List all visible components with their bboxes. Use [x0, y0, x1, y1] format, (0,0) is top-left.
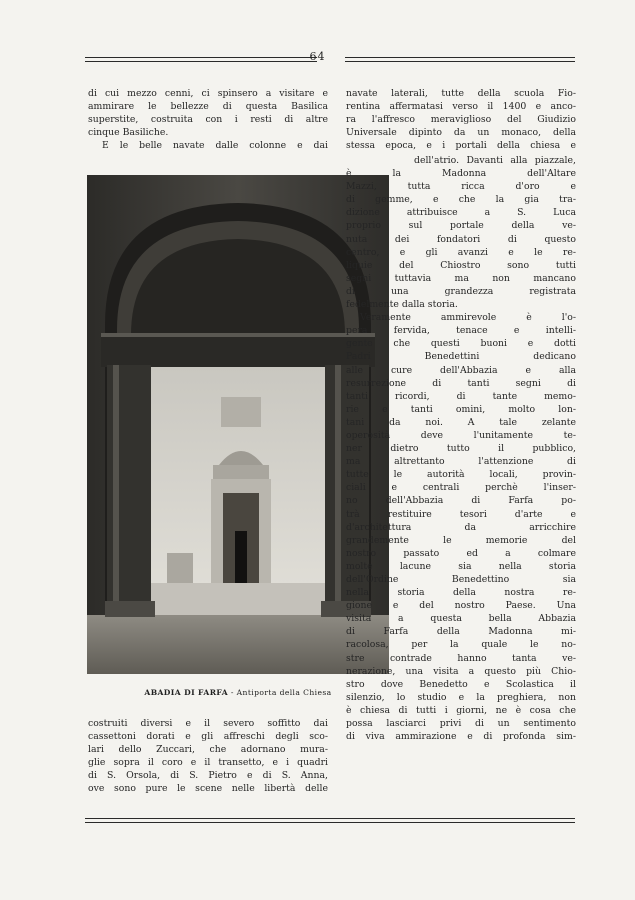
caption-title: ABADIA DI FARFA — [144, 688, 229, 697]
text-line: cassettoni dorati e gli affreschi degli sco- — [88, 731, 328, 743]
text-line: nuta dei fondatori di questo — [346, 233, 576, 245]
text-line: superstite, costruita con i resti di altre — [88, 114, 328, 126]
text-line: visita a questa bella Abbazia — [346, 613, 576, 625]
text-line: ner dietro tutto il pubblico, — [346, 443, 576, 455]
text-line: alle cure dell'Abbazia e alla — [346, 364, 576, 376]
text-line: dell'Ordine Benedettino sia — [346, 574, 576, 585]
text-line: no dell'Abbazia di Farfa po- — [346, 495, 576, 507]
text-line: glie sopra il coro e il transetto, e i quadri — [88, 757, 328, 769]
text-line: rentina affermatasi verso il 1400 e anco- — [346, 101, 576, 113]
text-line: liquie del Chiostro sono tutti — [346, 259, 576, 271]
text-line: costruiti diversi e il severo soffitto dai — [88, 718, 328, 729]
caption-subtitle: - Antiporta della Chiesa — [228, 688, 332, 697]
text-line: molte lacune sia nella storia — [346, 560, 576, 572]
text-line: grandemente le memorie del — [346, 534, 576, 546]
text-line: dell'atrio. Davanti alla piazzale, — [414, 155, 576, 166]
text-line: stessa epoca, e i portali della chiesa e — [346, 140, 576, 152]
text-line: nella storia della nostra re- — [346, 587, 576, 599]
text-line: silenzio, lo studio e la preghiera, non — [346, 691, 576, 703]
text-line: ra l'affresco meraviglioso del Giudizio — [346, 114, 576, 126]
text-line: ma altrettanto l'attenzione di — [346, 456, 576, 468]
text-line: tanti ricordi, di tante memo- — [346, 390, 576, 402]
text-line: resurrezione di tanti segni di — [346, 377, 576, 389]
text-line: navate laterali, tutte della scuola Fio- — [346, 88, 576, 99]
text-line: stre contrade hanno tanta ve- — [346, 652, 576, 664]
bottom-left-column — [88, 717, 328, 796]
bottom-rule — [85, 818, 575, 819]
text-line: cinque Basiliche. — [88, 127, 169, 139]
text-line: Universale dipinto da un monaco, della — [346, 127, 576, 139]
text-line: Padri Benedettini dedicano — [346, 351, 576, 363]
page-number: 64 — [309, 50, 326, 63]
text-line: di Farfa della Madonna mi- — [346, 626, 576, 638]
text-line: ove sono pure le scene nelle libertà delle — [88, 783, 328, 795]
text-line: trà restituire tesori d'arte e — [346, 508, 576, 520]
text-line: tutte le autorità locali, provin- — [346, 469, 576, 481]
photo-caption — [87, 688, 389, 697]
abbey-photo — [87, 175, 389, 674]
text-line: di S. Orsola, di S. Pietro e di S. Anna, — [88, 770, 328, 782]
text-line: pera fervida, tenace e intelli- — [346, 325, 576, 337]
text-line: nerazione, una visita a questo più Chio- — [346, 665, 576, 677]
text-line: possa lasciarci privi di un sentimento — [346, 718, 576, 730]
text-line: centro, e gli avanzi e le re- — [346, 246, 576, 258]
text-line: di viva ammirazione e di profonda sim- — [346, 731, 576, 743]
text-line: E le belle navate dalle colonne e dai — [102, 140, 328, 152]
text-line: tani da noi. A tale zelante — [346, 416, 576, 428]
text-line: di una grandezza registrata — [346, 285, 576, 297]
text-line: rie e tanti omini, molto lon- — [346, 403, 576, 415]
text-line: fedelmente dalla storia. — [346, 299, 458, 311]
text-line: gente che questi buoni e dotti — [346, 338, 576, 350]
text-line: Mazzi, tutta ricca d'oro e — [346, 181, 576, 193]
text-line: segni tuttavia ma non mancano — [346, 272, 576, 284]
text-line: Veramente ammirevole è l'o- — [360, 312, 576, 324]
right-column — [346, 154, 576, 743]
text-line: lari dello Zuccari, che adornano mura- — [88, 744, 328, 756]
text-line: racolosa, per la quale le no- — [346, 639, 576, 651]
text-line: gione e del nostro Paese. Una — [346, 600, 576, 612]
text-line: è chiesa di tutti i giorni, ne è cosa che — [346, 704, 576, 716]
text-line: stro dove Benedetto e Scolastica il — [346, 678, 576, 690]
top-right-column — [346, 87, 576, 152]
text-line: di gemme, e che la gia tra- — [346, 194, 576, 206]
text-line: è la Madonna dell'Altare — [346, 168, 576, 180]
abbey-portal-illustration — [87, 175, 389, 674]
text-line: proprio sul portale della ve- — [346, 220, 576, 232]
top-left-column — [88, 87, 328, 152]
text-line: nostro passato ed a colmare — [346, 547, 576, 559]
text-line: di cui mezzo cenni, ci spinsero a visitare e — [88, 88, 328, 99]
text-line: d'architettura da arricchire — [346, 521, 576, 533]
bottom-rule-2 — [85, 822, 575, 823]
text-line: ammirare le bellezze di questa Basilica — [88, 101, 328, 113]
text-line: operosità deve l'unitamente te- — [346, 429, 576, 441]
text-line: dizione attribuisce a S. Luca — [346, 207, 576, 219]
text-line: ciali e centrali perchè l'inser- — [346, 482, 576, 494]
